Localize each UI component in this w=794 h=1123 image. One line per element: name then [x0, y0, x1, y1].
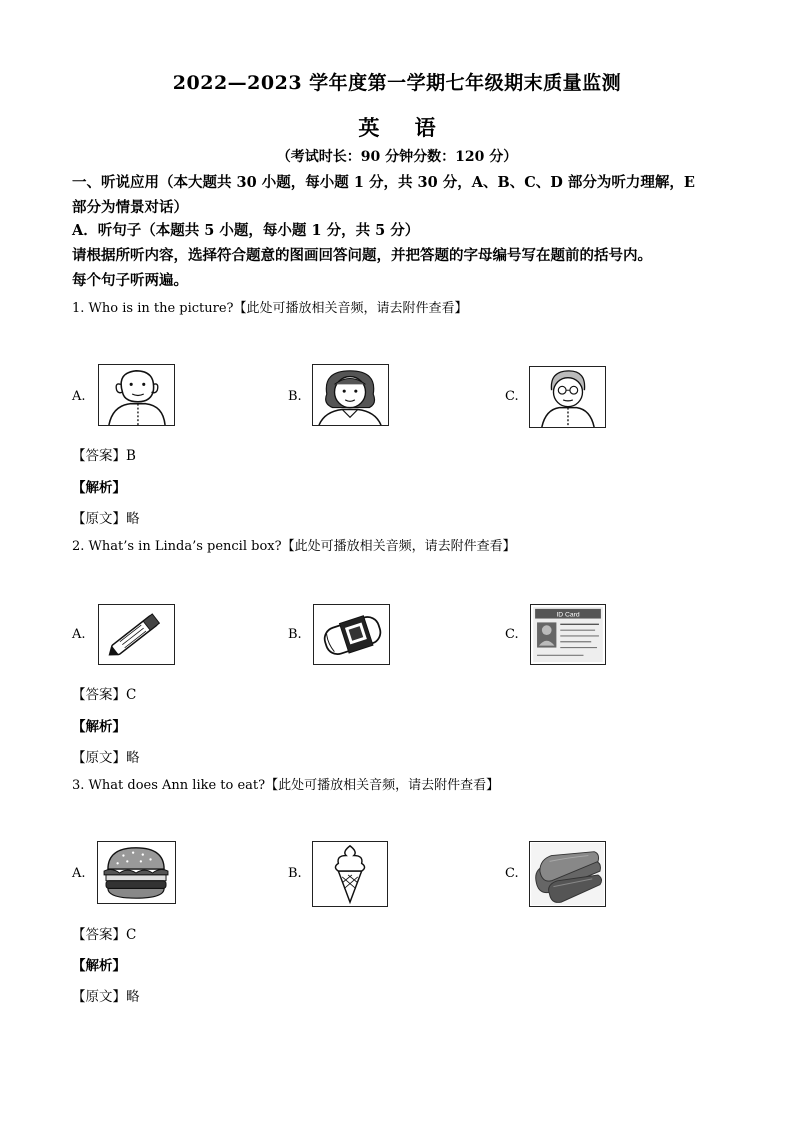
- q3-option-a-letter: A.: [72, 866, 86, 881]
- eraser-icon: [314, 605, 389, 664]
- q1-analysis: 【解析】: [72, 480, 126, 496]
- section-a-instruction: [72, 243, 722, 293]
- girl-picture: [312, 364, 389, 426]
- old-man-icon: [99, 365, 174, 425]
- q3-analysis: 【解析】: [72, 958, 126, 974]
- section-a-heading: A．听句子（本题共 5 小题，每小题 1 分，共 5 分）: [72, 222, 420, 239]
- q3-original: 【原文】略: [72, 989, 140, 1005]
- q2-option-a-letter: A.: [72, 627, 86, 642]
- id-card-picture: [530, 604, 606, 665]
- grandma-icon: [530, 367, 605, 427]
- exam-title: 2022—2023 学年度第一学期七年级期末质量监测: [172, 72, 622, 94]
- pen-icon: [99, 605, 174, 664]
- grandma-picture: [529, 366, 606, 428]
- section-one-line1: 一、听说应用（本大题共 30 小题，每小题 1 分，共 30 分，A、B、C、D 部分为听力理解，E: [72, 174, 695, 191]
- question-3: 3. What does Ann like to eat?【此处可播放相关音频，请去附件查看】: [72, 778, 500, 793]
- hamburger-icon: [98, 842, 175, 903]
- question-1: 1. Who is in the picture?【此处可播放相关音频，请去附件查看】: [72, 301, 468, 316]
- q1-option-b-letter: B.: [288, 389, 302, 404]
- q2-original: 【原文】略: [72, 750, 140, 766]
- ice-cream-picture: [312, 841, 388, 907]
- section-one-line2: 部分为情景对话）: [72, 199, 188, 216]
- q3-answer: 【答案】C: [72, 927, 137, 943]
- subject-title: 英 语: [358, 115, 450, 140]
- old-man-picture: [98, 364, 175, 426]
- q1-option-c-letter: C.: [505, 389, 519, 404]
- pen-picture: [98, 604, 175, 665]
- q1-option-a-letter: A.: [72, 389, 86, 404]
- q1-original: 【原文】略: [72, 511, 140, 527]
- carrots-icon: [530, 842, 605, 906]
- section-one-heading: [72, 170, 722, 220]
- carrots-picture: [529, 841, 606, 907]
- instruction-line1: 请根据所听内容，选择符合题意的图画回答问题，并把答题的字母编号写在题前的括号内。: [72, 247, 652, 264]
- q2-analysis: 【解析】: [72, 719, 126, 735]
- question-2: 2. What’s in Linda’s pencil box?【此处可播放相关音频，请去附件查看】: [72, 539, 516, 554]
- q2-answer: 【答案】C: [72, 687, 137, 703]
- q2-option-c-letter: C.: [505, 627, 519, 642]
- q3-option-b-letter: B.: [288, 866, 302, 881]
- girl-icon: [313, 365, 388, 425]
- eraser-picture: [313, 604, 390, 665]
- id-card-text: ID Card: [556, 611, 580, 619]
- q2-option-b-letter: B.: [288, 627, 302, 642]
- q3-option-c-letter: C.: [505, 866, 519, 881]
- instruction-line2: 每个句子听两遍。: [72, 272, 188, 289]
- hamburger-picture: [97, 841, 176, 904]
- ice-cream-icon: [313, 842, 387, 906]
- exam-meta: （考试时长：90 分钟分数：120 分）: [276, 149, 518, 165]
- id-card-icon: [531, 605, 605, 664]
- q1-answer: 【答案】B: [72, 448, 136, 464]
